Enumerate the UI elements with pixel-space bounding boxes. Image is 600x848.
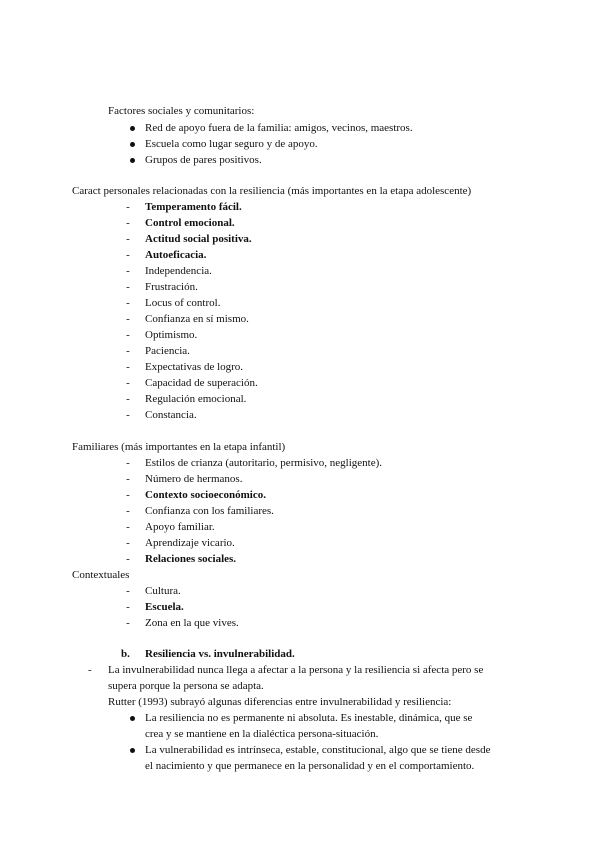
list-item: Confianza con los familiares. (145, 505, 274, 517)
dash-marker: - (126, 473, 130, 485)
list-item: Cultura. (145, 585, 181, 597)
dash-marker: - (126, 297, 130, 309)
dash-marker: - (126, 345, 130, 357)
list-item: Grupos de pares positivos. (145, 154, 262, 166)
list-item: Actitud social positiva. (145, 233, 252, 245)
section-heading: Resiliencia vs. invulnerabilidad. (145, 648, 295, 660)
list-item: Autoeficacia. (145, 249, 207, 261)
list-item: Regulación emocional. (145, 393, 247, 405)
section-title-family: Familiares (más importantes en la etapa infantil) (72, 441, 286, 453)
list-item: Zona en la que vives. (145, 617, 239, 629)
dash-marker: - (126, 377, 130, 389)
list-item: Frustración. (145, 281, 198, 293)
bullet-line: crea y se mantiene en la dialéctica persona-situación. (145, 728, 379, 740)
list-item: Locus of control. (145, 297, 221, 309)
dash-marker: - (126, 601, 130, 613)
list-item: Escuela como lugar seguro y de apoyo. (145, 138, 318, 150)
dash-marker: - (126, 313, 130, 325)
paragraph-line: La invulnerabilidad nunca llega a afectar a la persona y la resiliencia si afecta pero se (108, 664, 484, 676)
list-item: Estilos de crianza (autoritario, permisivo, negligente). (145, 457, 383, 469)
list-item: Número de hermanos. (145, 473, 243, 485)
dash-marker: - (126, 249, 130, 261)
list-item: Constancia. (145, 409, 197, 421)
dash-marker: - (126, 553, 130, 565)
dash-marker: - (126, 217, 130, 229)
list-item: Paciencia. (145, 345, 190, 357)
list-item: Confianza en sí mismo. (145, 313, 249, 325)
section-title-context: Contextuales (72, 569, 130, 581)
list-item: Independencia. (145, 265, 212, 277)
dash-marker: - (126, 537, 130, 549)
dash-marker: - (126, 201, 130, 213)
list-item: Escuela. (145, 601, 184, 613)
list-item: Aprendizaje vicario. (145, 537, 235, 549)
dash-marker: - (126, 521, 130, 533)
list-item: Capacidad de superación. (145, 377, 258, 389)
list-item: Optimismo. (145, 329, 198, 341)
dash-marker: - (126, 585, 130, 597)
bullet-icon (130, 126, 135, 131)
bullet-line: La resiliencia no es permanente ni absoluta. Es inestable, dinámica, que se (145, 712, 473, 724)
list-item: Relaciones sociales. (145, 553, 237, 565)
list-item: Red de apoyo fuera de la familia: amigos, vecinos, maestros. (145, 122, 413, 134)
dash-marker: - (126, 281, 130, 293)
list-item: Expectativas de logro. (145, 361, 244, 373)
paragraph-line: supera porque la persona se adapta. (108, 680, 264, 692)
list-item: Apoyo familiar. (145, 521, 215, 533)
section-marker: b. (121, 648, 130, 660)
dash-marker: - (126, 409, 130, 421)
section-title-personal: Caract personales relacionadas con la resiliencia (más importantes en la etapa adolescente) (72, 185, 472, 197)
dash-marker: - (126, 457, 130, 469)
bullet-icon (130, 716, 135, 721)
dash-marker: - (126, 361, 130, 373)
dash-marker: - (126, 505, 130, 517)
paragraph-line: Rutter (1993) subrayó algunas diferencias entre invulnerabilidad y resiliencia: (108, 696, 452, 708)
dash-marker: - (126, 265, 130, 277)
dash-marker: - (126, 233, 130, 245)
dash-marker: - (88, 664, 92, 676)
section-title-social: Factores sociales y comunitarios: (108, 105, 255, 117)
list-item: Control emocional. (145, 217, 235, 229)
list-item: Contexto socioeconómico. (145, 489, 266, 501)
bullet-icon (130, 158, 135, 163)
bullet-line: el nacimiento y que permanece en la personalidad y en el comportamiento. (145, 760, 475, 772)
dash-marker: - (126, 617, 130, 629)
bullet-icon (130, 142, 135, 147)
dash-marker: - (126, 329, 130, 341)
list-item: Temperamento fácil. (145, 201, 242, 213)
dash-marker: - (126, 489, 130, 501)
bullet-icon (130, 748, 135, 753)
bullet-line: La vulnerabilidad es intrínseca, estable, constitucional, algo que se tiene desde (145, 744, 491, 756)
dash-marker: - (126, 393, 130, 405)
